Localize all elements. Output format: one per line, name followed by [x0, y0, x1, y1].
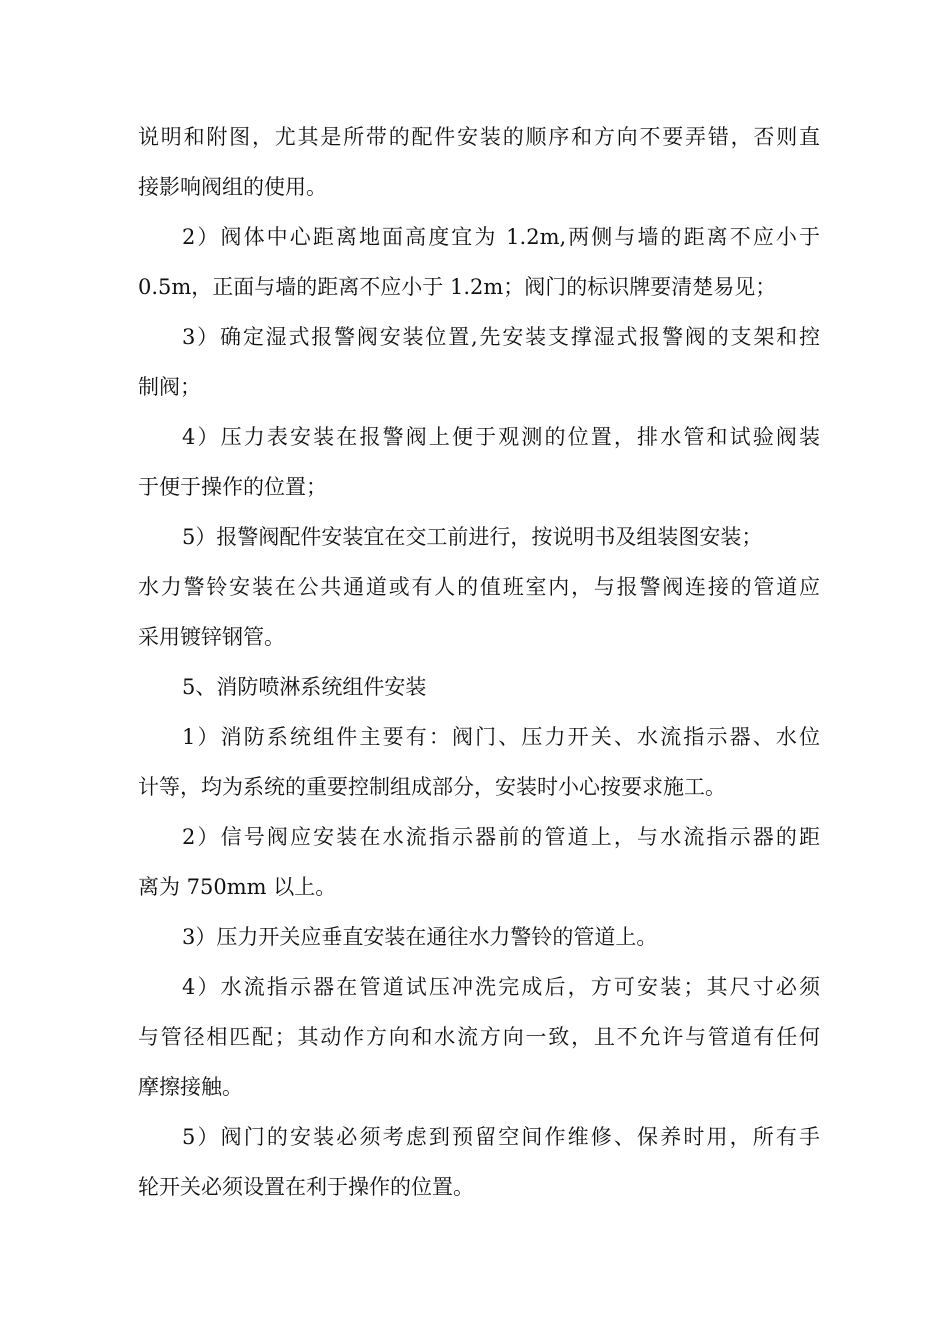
document-body	[138, 112, 820, 1212]
text-line: 与管径相匹配；其动作方向和水流方向一致，且不允许与管道有任何	[138, 1025, 820, 1049]
text-line: 4）水流指示器在管道试压冲洗完成后，方可安装；其尺寸必须	[182, 975, 820, 999]
text-line: 0.5m，正面与墙的距离不应小于 1.2m；阀门的标识牌要清楚易见；	[138, 275, 777, 299]
text-line: 3）确定湿式报警阀安装位置,先安装支撑湿式报警阀的支架和控	[182, 325, 820, 349]
text-line: 水力警铃安装在公共通道或有人的值班室内，与报警阀连接的管道应	[138, 575, 820, 599]
text-line: 3）压力开关应垂直安装在通往水力警铃的管道上。	[182, 925, 658, 949]
text-line: 采用镀锌钢管。	[138, 625, 285, 649]
text-line: 摩擦接触。	[138, 1075, 243, 1099]
text-line: 2）信号阀应安装在水流指示器前的管道上，与水流指示器的距	[182, 825, 820, 849]
text-line: 制阀；	[138, 375, 201, 399]
text-line: 2）阀体中心距离地面高度宜为 1.2m,两侧与墙的距离不应小于	[182, 225, 820, 249]
text-line: 1）消防系统组件主要有：阀门、压力开关、水流指示器、水位	[182, 725, 820, 749]
text-line: 接影响阀组的使用。	[138, 175, 327, 199]
text-line: 于便于操作的位置；	[138, 475, 327, 499]
section-heading: 5、消防喷淋系统组件安装	[182, 675, 427, 699]
text-line: 4）压力表安装在报警阀上便于观测的位置，排水管和试验阀装	[182, 425, 820, 449]
text-line: 离为 750mm 以上。	[138, 875, 337, 899]
text-line: 轮开关必须设置在利于操作的位置。	[138, 1175, 474, 1199]
text-line: 5）报警阀配件安装宜在交工前进行，按说明书及组装图安装；	[182, 525, 763, 549]
text-line: 计等，均为系统的重要控制组成部分，安装时小心按要求施工。	[138, 775, 726, 799]
text-line: 说明和附图，尤其是所带的配件安装的顺序和方向不要弄错，否则直	[138, 125, 820, 149]
text-line: 5）阀门的安装必须考虑到预留空间作维修、保养时用，所有手	[182, 1125, 820, 1149]
